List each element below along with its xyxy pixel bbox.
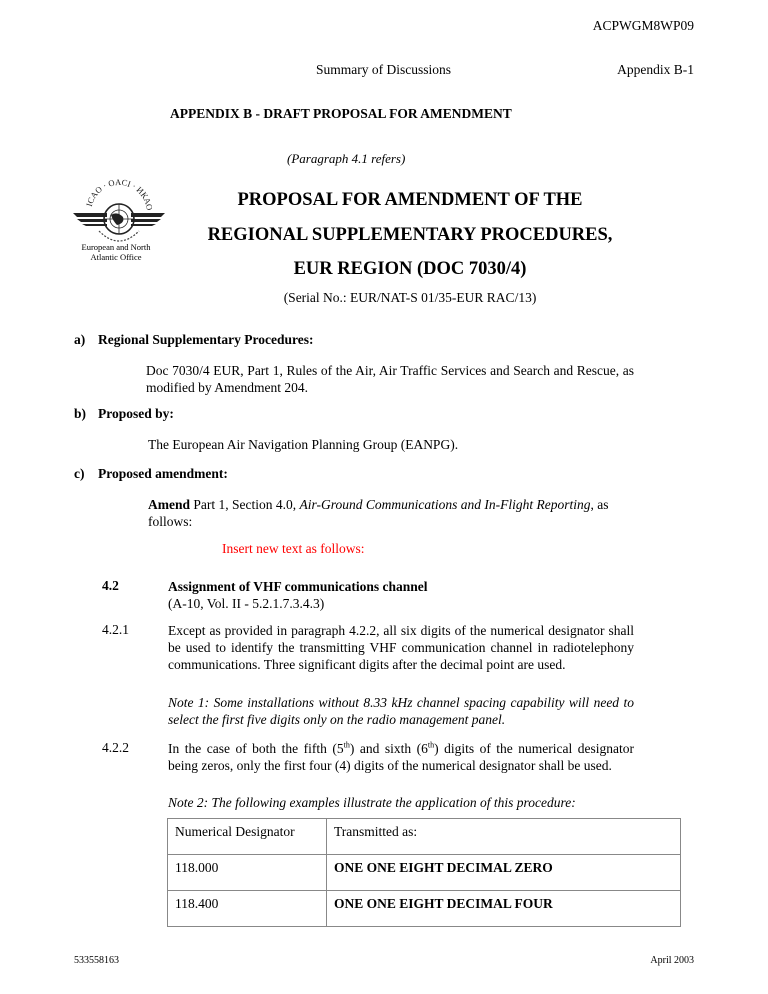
- note-2: Note 2: The following examples illustrate the application of this procedure:: [168, 795, 576, 810]
- header-title: Summary of Discussions: [316, 62, 451, 77]
- table-row: [168, 855, 681, 891]
- svg-text:ICAO · OACI · ИКАО: ICAO · OACI · ИКАО: [83, 176, 155, 211]
- appendix-heading: APPENDIX B - DRAFT PROPOSAL FOR AMENDMENT: [170, 106, 512, 121]
- examples-table: [167, 818, 681, 927]
- transmitted-cell: ONE ONE EIGHT DECIMAL ZERO: [327, 855, 681, 891]
- designator-cell: 118.000: [168, 855, 327, 891]
- transmitted-cell: ONE ONE EIGHT DECIMAL FOUR: [327, 891, 681, 927]
- table-row: [168, 891, 681, 927]
- provision-4-2-heading: Assignment of VHF communications channel: [168, 579, 428, 594]
- section-b-heading: b) Proposed by:: [74, 406, 174, 421]
- provision-4-2-2-number: 4.2.2: [102, 740, 129, 755]
- provision-4-2-ref: (A-10, Vol. II - 5.2.1.7.3.4.3): [168, 596, 325, 611]
- designator-cell: 118.400: [168, 891, 327, 927]
- footer-document-number: 533558163: [74, 955, 119, 966]
- section-c-text: Amend Part 1, Section 4.0, Air-Ground Communications and In-Flight Reporting, as follows:: [148, 497, 609, 529]
- insert-instruction: Insert new text as follows:: [222, 541, 365, 556]
- table-header-cell: Numerical Designator: [168, 819, 327, 855]
- provision-4-2: [168, 578, 634, 612]
- paragraph-reference: (Paragraph 4.1 refers): [287, 151, 406, 166]
- document-code: ACPWGM8WP09: [592, 18, 694, 33]
- section-c-heading: c) Proposed amendment:: [74, 466, 228, 481]
- table-header-row: [168, 819, 681, 855]
- provision-4-2-1-text: Except as provided in paragraph 4.2.2, all six digits of the numerical designator shall be used to identify the transmitting VHF communication channel in radiotelephony communications. Three significant digits after the decimal point are used.: [168, 623, 634, 672]
- footer-date: April 2003: [650, 955, 694, 966]
- header-appendix-label: Appendix B-1: [617, 62, 694, 77]
- note-1: Note 1: Some installations without 8.33 kHz channel spacing capability will need to select the first five digits only on the radio management panel.: [168, 695, 634, 727]
- section-a-text: Doc 7030/4 EUR, Part 1, Rules of the Air, Air Traffic Services and Search and Rescue, as modified by Amendment 204.: [146, 363, 634, 395]
- logo-caption: European and North Atlantic Office: [81, 242, 151, 262]
- section-b-text: The European Air Navigation Planning Group (EANPG).: [148, 437, 459, 452]
- serial-number: (Serial No.: EUR/NAT-S 01/35-EUR RAC/13): [283, 290, 537, 305]
- section-a-heading: a) Regional Supplementary Procedures:: [74, 332, 314, 347]
- provision-4-2-number: 4.2: [102, 578, 119, 593]
- provision-4-2-1-number: 4.2.1: [102, 622, 129, 637]
- title-line-2: REGIONAL SUPPLEMENTARY PROCEDURES,: [207, 225, 613, 245]
- table-header-cell: Transmitted as:: [327, 819, 681, 855]
- icao-emblem-icon: [63, 175, 173, 245]
- title-line-1: PROPOSAL FOR AMENDMENT OF THE: [237, 190, 583, 210]
- provision-4-2-2-text: In the case of both the fifth (5th) and sixth (6th) digits of the numerical designator being zeros, only the first four (4) digits of the numerical designator shall be used.: [168, 740, 634, 773]
- title-line-3: EUR REGION (DOC 7030/4): [293, 259, 527, 279]
